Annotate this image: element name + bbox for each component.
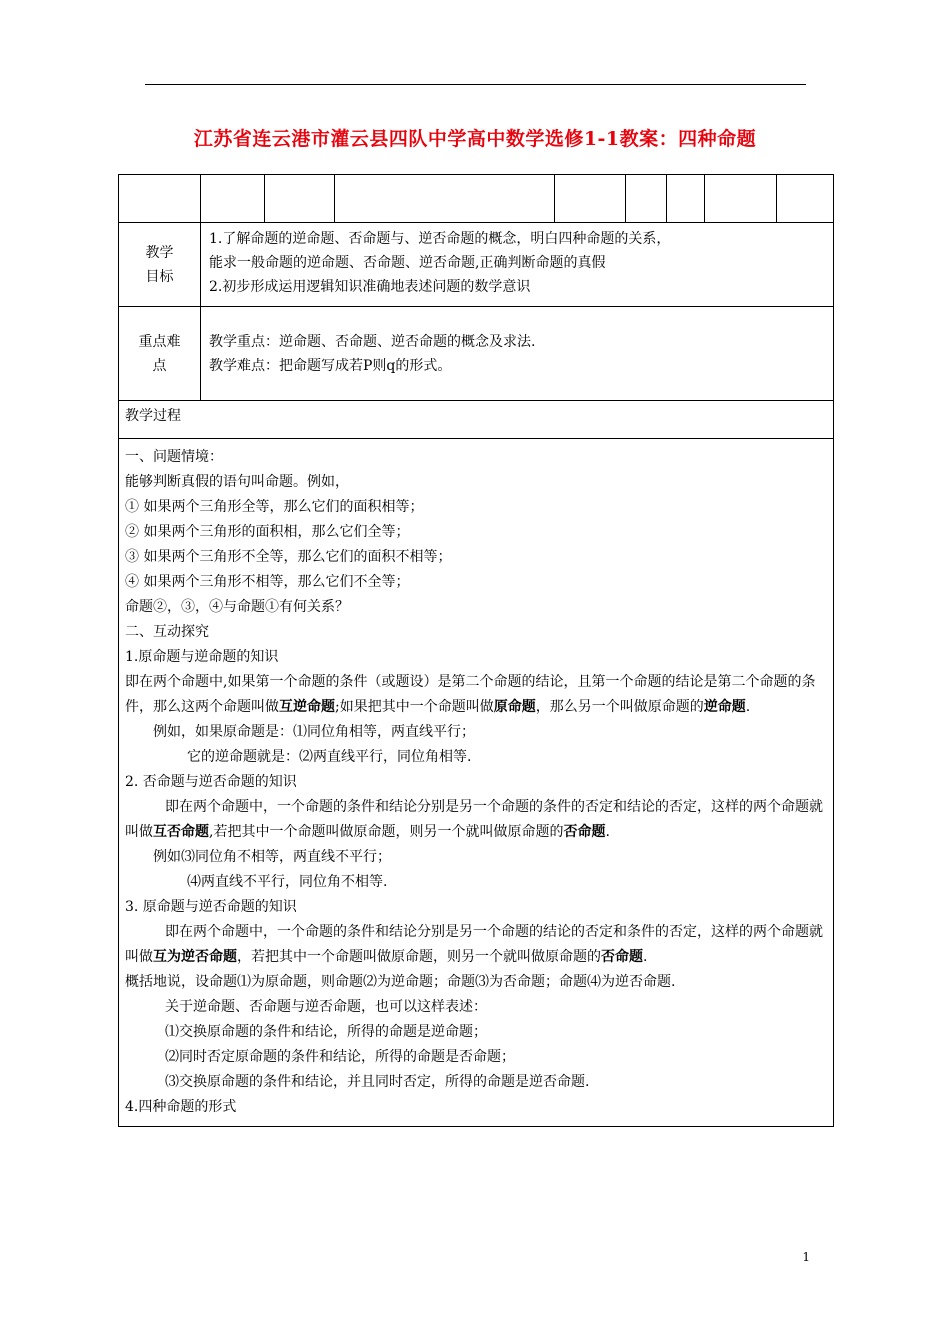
header-cell <box>335 175 555 222</box>
subsection-heading: 4.四种命题的形式 <box>125 1099 237 1115</box>
key-points-content: 教学重点：逆命题、否命题、逆否命题的概念及求法. 教学难点：把命题写成若P则q的形式。 <box>209 333 536 374</box>
header-cell <box>555 175 626 222</box>
header-cell <box>265 175 335 222</box>
header-rule <box>145 84 806 85</box>
list-item: ④ 如果两个三角形不相等，那么它们不全等； <box>125 574 410 590</box>
paragraph: 即在两个命题中,如果第一个命题的条件（或题设）是第二个命题的结论，且第一个命题的结论是第二个命题的条件，那么这两个命题叫做互逆命题;如果把其中一个命题叫做原命题，那么另一个叫做原命题的逆命题. <box>125 674 816 715</box>
page-number: 1 <box>802 1250 810 1264</box>
lesson-plan-table <box>118 174 834 1127</box>
subsection-heading: 1.原命题与逆命题的知识 <box>125 649 279 665</box>
header-cell <box>201 175 265 222</box>
key-points-row <box>119 307 833 401</box>
page-title: 江苏省连云港市灌云县四队中学高中数学选修1-1教案：四种命题 <box>193 128 757 150</box>
subsection-heading: 3. 原命题与逆否命题的知识 <box>125 899 297 915</box>
objectives-row <box>119 223 833 307</box>
key-points-label: 重点难 点 <box>119 307 201 400</box>
process-label-row <box>119 401 833 439</box>
header-cell <box>777 175 833 222</box>
table-header-row <box>119 175 833 223</box>
section-heading: 一、问题情境： <box>125 449 223 465</box>
process-content-row <box>119 439 833 1126</box>
header-cell <box>119 175 201 222</box>
objectives-label: 教学 目标 <box>119 223 201 306</box>
process-label: 教学过程 <box>125 408 181 424</box>
objectives-content: 1.了解命题的逆命题、否命题与、逆否命题的概念，明白四种命题的关系， 能求一般命题的逆命题、否命题、逆否命题,正确判断命题的真假 2.初步形成运用逻辑知识准确地表述问题的数学意识 <box>209 231 671 295</box>
process-content: 一、问题情境： 能够判断真假的语句叫命题。例如， ① 如果两个三角形全等，那么它们的面积相等； ② 如果两个三角形的面积相，那么它们全等； ③ 如果两个三角形不全等，那么它们的面积不相等； ④ 如果两个三角形不相等，那么它们不全等； 命题②，③，④与命题①有何关系？ 二、互动探究 1.原命题与逆命题的知识 即在两个命题中,如果第一个命题的条件（或题设）是第二个命题的结论，且第一个命题的结论是第二个命题的条件，那么这两个命题叫做互逆命题;如果把其中一个命题叫做原命题，那么另一个叫做原命题的逆命题. 例如，如果原命题是：⑴同位角相等，两直线平行； 它的逆命题就是：⑵两直线平行，同位角相等. 2. 否命题与逆否命题的知识 即在两个命题中，一个命题的条件和结论分别是另一个命题的条件的否定和结论的否定，这样的两个命题就叫做互否命题,若把其中一个命题叫做原命题，则另一个就叫做原命题的否命题. 例如⑶同位角不相等，两直线不平行； ⑷两直线不平行，同位角不相等. 3. 原命题与逆否命题的知识 即在两个命题中，一个命题的条件和结论分别是另一个命题的结论的否定和条件的否定，这样的两个命题就叫做互为逆否命题，若把其中一个命题叫做原命题，则另一个就叫做原命题的否命题. 概括地说，设命题⑴为原命题，则命题⑵为逆命题；命题⑶为否命题；命题⑷为逆否命题. 关于逆命题、否命题与逆否命题，也可以这样表述： ⑴交换原命题的条件和结论，所得的命题是逆命题； ⑵同时否定原命题的条件和结论，所得的命题是否命题； ⑶交换原命题的条件和结论，并且同时否定，所得的命题是逆否命题. 4.四种命题的形式 <box>119 439 833 1126</box>
paragraph: 即在两个命题中，一个命题的条件和结论分别是另一个命题的条件的否定和结论的否定，这样的两个命题就叫做互否命题,若把其中一个命题叫做原命题，则另一个就叫做原命题的否命题. <box>125 799 823 840</box>
list-item: ② 如果两个三角形的面积相，那么它们全等； <box>125 524 410 540</box>
header-cell <box>705 175 777 222</box>
section-heading: 二、互动探究 <box>125 624 209 640</box>
header-cell <box>626 175 667 222</box>
list-item: ① 如果两个三角形全等，那么它们的面积相等； <box>125 499 424 515</box>
list-item: ⑶交换原命题的条件和结论，并且同时否定，所得的命题是逆否命题. <box>165 1074 590 1090</box>
subsection-heading: 2. 否命题与逆否命题的知识 <box>125 774 297 790</box>
list-item: ⑴交换原命题的条件和结论，所得的命题是逆命题； <box>165 1024 487 1040</box>
header-cell <box>667 175 705 222</box>
list-item: ③ 如果两个三角形不全等，那么它们的面积不相等； <box>125 549 452 565</box>
paragraph: 即在两个命题中，一个命题的条件和结论分别是另一个命题的结论的否定和条件的否定，这样的两个命题就叫做互为逆否命题，若把其中一个命题叫做原命题，则另一个就叫做原命题的否命题. <box>125 924 823 965</box>
list-item: ⑵同时否定原命题的条件和结论，所得的命题是否命题； <box>165 1049 515 1065</box>
